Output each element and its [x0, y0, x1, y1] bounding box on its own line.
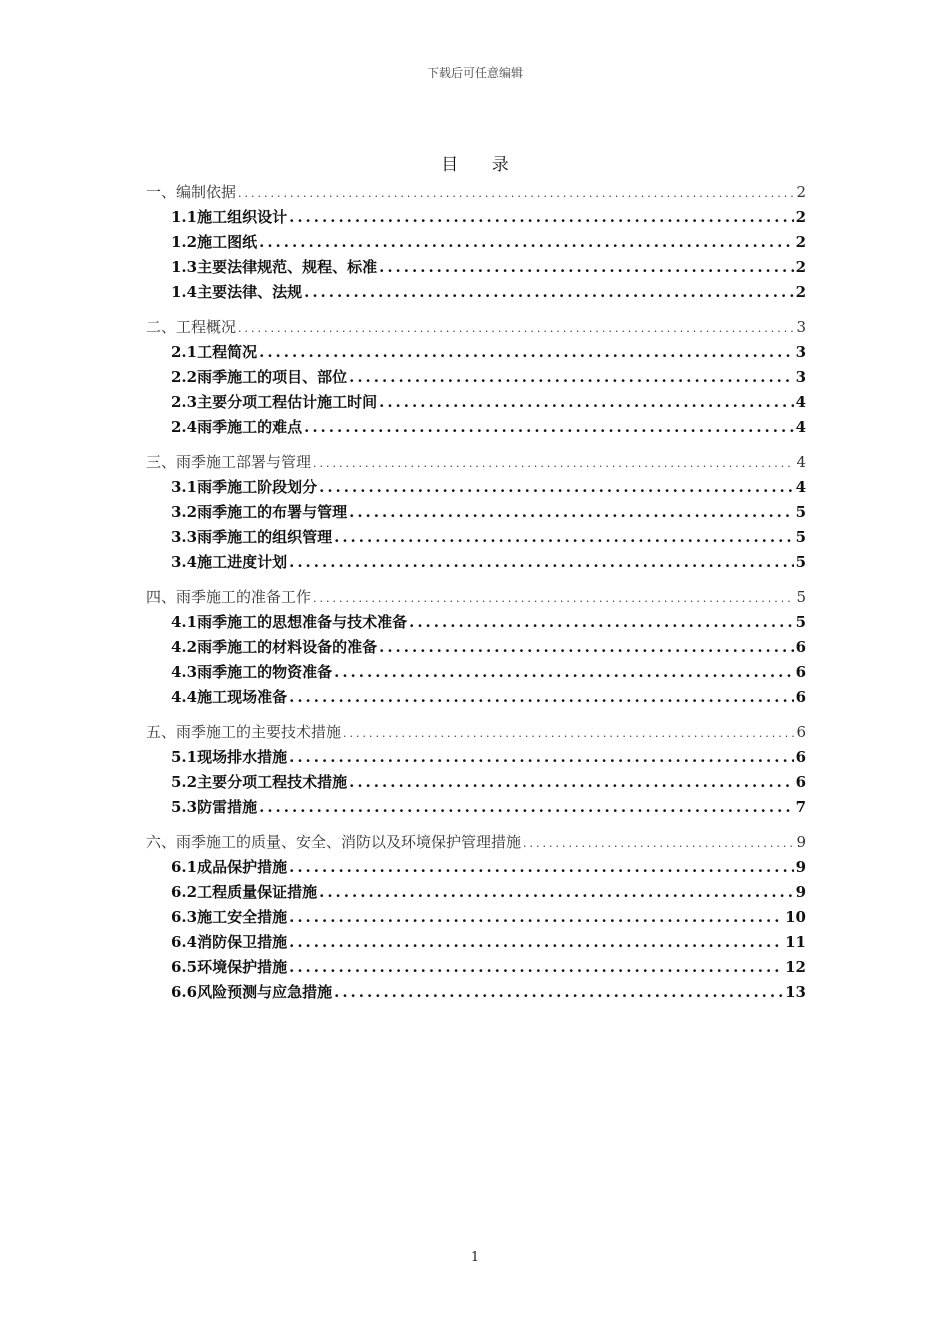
toc-entry-page: 6 [796, 723, 806, 741]
toc-entry-page: 4 [795, 418, 806, 436]
toc-entry-page: 2 [795, 233, 806, 251]
dot-leader [349, 368, 793, 386]
toc-entry-page: 10 [785, 908, 806, 926]
toc-entry-label: 6.5环境保护措施 [171, 958, 288, 976]
toc-entry-label: 四、雨季施工的准备工作 [146, 588, 312, 606]
toc-subsection-entry[interactable] [146, 956, 806, 981]
toc-subsection-entry[interactable] [146, 366, 806, 391]
toc-section [146, 451, 806, 576]
toc-subsection-entry[interactable] [146, 661, 806, 686]
toc-entry-label: 1.4主要法律、法规 [171, 283, 303, 301]
toc-entry-label: 3.2雨季施工的布署与管理 [171, 503, 348, 521]
toc-entry-label: 6.2工程质量保证措施 [171, 883, 318, 901]
toc-entry-label: 3.1雨季施工阶段划分 [171, 478, 318, 496]
toc-entry-label: 6.6风险预测与应急措施 [171, 983, 333, 1001]
toc-entry-page: 2 [795, 208, 806, 226]
toc-entry-label: 1.2施工图纸 [171, 233, 258, 251]
toc-entry-label: 2.3主要分项工程估计施工时间 [171, 393, 378, 411]
toc-entry-page: 6 [795, 663, 806, 681]
toc-chapter-entry[interactable] [146, 451, 806, 476]
toc-entry-label: 五、雨季施工的主要技术措施 [146, 723, 342, 741]
dot-leader [379, 638, 793, 656]
toc-subsection-entry[interactable] [146, 796, 806, 821]
toc-subsection-entry[interactable] [146, 526, 806, 551]
dot-leader [379, 393, 793, 411]
toc-entry-page: 6 [795, 748, 806, 766]
toc-entry-page: 13 [785, 983, 806, 1001]
toc-subsection-entry[interactable] [146, 881, 806, 906]
page-header: 下载后可任意编辑 [426, 66, 523, 80]
toc-entry-label: 六、雨季施工的质量、安全、消防以及环境保护管理措施 [146, 833, 522, 851]
toc-subsection-entry[interactable] [146, 476, 806, 501]
toc-entry-page: 12 [785, 958, 806, 976]
dot-leader [259, 233, 793, 251]
dot-leader [289, 688, 793, 706]
toc-section [146, 586, 806, 711]
toc-entry-page: 4 [796, 453, 806, 471]
dot-leader [409, 613, 793, 631]
toc-entry-label: 5.3防雷措施 [171, 798, 258, 816]
toc-entry-page: 3 [795, 368, 806, 386]
toc-entry-label: 2.2雨季施工的项目、部位 [171, 368, 348, 386]
toc-section [146, 181, 806, 306]
toc-chapter-entry[interactable] [146, 831, 806, 856]
toc-subsection-entry[interactable] [146, 906, 806, 931]
toc-entry-label: 4.3雨季施工的物资准备 [171, 663, 333, 681]
toc-entry-page: 6 [795, 638, 806, 656]
toc-entry-page: 4 [795, 393, 806, 411]
toc-subsection-entry[interactable] [146, 856, 806, 881]
toc-entry-page: 9 [795, 883, 806, 901]
dot-leader [238, 187, 794, 200]
table-of-contents [146, 181, 806, 1016]
dot-leader [334, 983, 783, 1001]
dot-leader [289, 908, 783, 926]
toc-entry-label: 1.1施工组织设计 [171, 208, 288, 226]
toc-subsection-entry[interactable] [146, 391, 806, 416]
toc-subsection-entry[interactable] [146, 206, 806, 231]
toc-entry-label: 5.2主要分项工程技术措施 [171, 773, 348, 791]
toc-entry-page: 5 [795, 503, 806, 521]
toc-subsection-entry[interactable] [146, 501, 806, 526]
dot-leader [319, 883, 793, 901]
toc-chapter-entry[interactable] [146, 181, 806, 206]
dot-leader [289, 958, 783, 976]
toc-subsection-entry[interactable] [146, 636, 806, 661]
toc-subsection-entry[interactable] [146, 256, 806, 281]
dot-leader [379, 258, 793, 276]
dot-leader [334, 528, 793, 546]
toc-entry-page: 6 [795, 773, 806, 791]
toc-section [146, 721, 806, 821]
toc-subsection-entry[interactable] [146, 551, 806, 576]
toc-entry-label: 3.3雨季施工的组织管理 [171, 528, 333, 546]
toc-entry-page: 2 [795, 283, 806, 301]
dot-leader [334, 663, 793, 681]
toc-entry-label: 6.4消防保卫措施 [171, 933, 288, 951]
toc-entry-label: 6.1成品保护措施 [171, 858, 288, 876]
toc-title: 目 录 [441, 155, 523, 175]
toc-entry-label: 5.1现场排水措施 [171, 748, 288, 766]
toc-entry-label: 4.2雨季施工的材料设备的准备 [171, 638, 378, 656]
toc-entry-page: 5 [795, 528, 806, 546]
dot-leader [523, 837, 794, 850]
dot-leader [313, 592, 794, 605]
toc-entry-page: 5 [795, 553, 806, 571]
toc-entry-page: 2 [796, 183, 806, 201]
toc-entry-page: 5 [795, 613, 806, 631]
dot-leader [289, 208, 793, 226]
toc-entry-label: 4.1雨季施工的思想准备与技术准备 [171, 613, 408, 631]
dot-leader [289, 748, 793, 766]
toc-entry-page: 9 [796, 833, 806, 851]
toc-entry-page: 11 [785, 933, 806, 951]
toc-subsection-entry[interactable] [146, 341, 806, 366]
dot-leader [304, 418, 793, 436]
toc-entry-label: 1.3主要法律规范、规程、标准 [171, 258, 378, 276]
toc-entry-page: 4 [795, 478, 806, 496]
toc-entry-label: 二、工程概况 [146, 318, 237, 336]
dot-leader [259, 343, 793, 361]
dot-leader [349, 503, 793, 521]
dot-leader [289, 858, 793, 876]
toc-chapter-entry[interactable] [146, 316, 806, 341]
toc-entry-label: 4.4施工现场准备 [171, 688, 288, 706]
toc-subsection-entry[interactable] [146, 746, 806, 771]
dot-leader [313, 457, 794, 470]
toc-chapter-entry[interactable] [146, 721, 806, 746]
toc-subsection-entry[interactable] [146, 686, 806, 711]
toc-entry-page: 2 [795, 258, 806, 276]
toc-entry-label: 3.4施工进度计划 [171, 553, 288, 571]
toc-section [146, 831, 806, 1006]
dot-leader [304, 283, 793, 301]
toc-entry-label: 6.3施工安全措施 [171, 908, 288, 926]
toc-entry-page: 6 [795, 688, 806, 706]
toc-chapter-entry[interactable] [146, 586, 806, 611]
toc-subsection-entry[interactable] [146, 611, 806, 636]
toc-entry-label: 三、雨季施工部署与管理 [146, 453, 312, 471]
toc-subsection-entry[interactable] [146, 981, 806, 1006]
toc-subsection-entry[interactable] [146, 281, 806, 306]
toc-subsection-entry[interactable] [146, 416, 806, 441]
dot-leader [238, 322, 794, 335]
toc-section [146, 316, 806, 441]
toc-entry-label: 一、编制依据 [146, 183, 237, 201]
toc-subsection-entry[interactable] [146, 931, 806, 956]
dot-leader [259, 798, 793, 816]
page-number: 1 [470, 1250, 480, 1265]
toc-entry-label: 2.4雨季施工的难点 [171, 418, 303, 436]
toc-subsection-entry[interactable] [146, 771, 806, 796]
dot-leader [319, 478, 793, 496]
toc-subsection-entry[interactable] [146, 231, 806, 256]
toc-entry-page: 5 [796, 588, 806, 606]
toc-entry-page: 3 [796, 318, 806, 336]
toc-entry-label: 2.1工程简况 [171, 343, 258, 361]
toc-entry-page: 3 [795, 343, 806, 361]
dot-leader [349, 773, 793, 791]
dot-leader [289, 553, 793, 571]
dot-leader [289, 933, 783, 951]
toc-entry-page: 9 [795, 858, 806, 876]
toc-entry-page: 7 [795, 798, 806, 816]
dot-leader [343, 727, 794, 740]
